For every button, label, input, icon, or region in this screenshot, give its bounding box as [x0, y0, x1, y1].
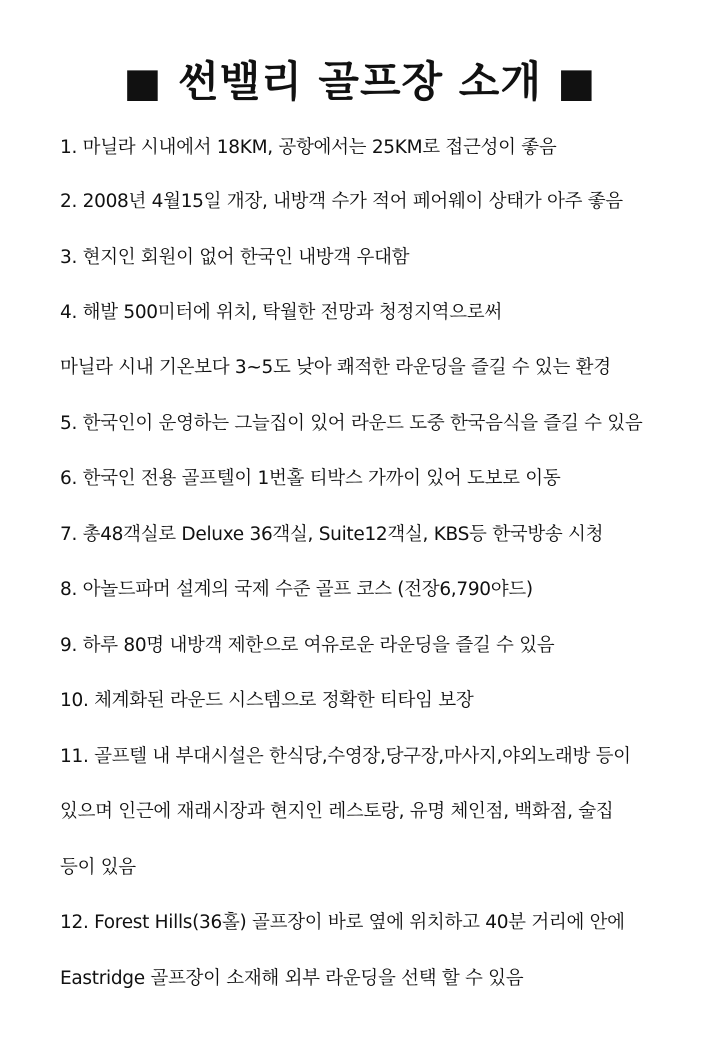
feature-line-12: 12. Forest Hills(36홀) 골프장이 바로 옆에 위치하고 40분 거리에 안에 [60, 912, 625, 933]
page-title-text: 썬밸리 골프장 소개 [178, 57, 542, 106]
feature-line-4: 4. 해발 500미터에 위치, 탁월한 전망과 청정지역으로써 [60, 302, 502, 323]
feature-line-8: 8. 아놀드파머 설계의 국제 수준 골프 코스 (전장6,790야드) [60, 579, 533, 600]
feature-line-1: 1. 마닐라 시내에서 18KM, 공항에서는 25KM로 접근성이 좋음 [60, 137, 557, 158]
title-square-right-icon: ■ [557, 60, 597, 106]
feature-line-3: 3. 현지인 회원이 없어 한국인 내방객 우대함 [60, 247, 410, 268]
feature-line-10: 10. 체계화된 라운드 시스템으로 정확한 티타임 보장 [60, 690, 474, 711]
feature-line-5: 5. 한국인이 운영하는 그늘집이 있어 라운드 도중 한국음식을 즐길 수 있음 [60, 413, 643, 434]
feature-line-4-continued: 마닐라 시내 기온보다 3~5도 낮아 쾌적한 라운딩을 즐길 수 있는 환경 [60, 357, 611, 378]
feature-line-11-end: 등이 있음 [60, 857, 136, 878]
title-square-left-icon: ■ [123, 60, 163, 106]
feature-line-11-continued: 있으며 인근에 재래시장과 현지인 레스토랑, 유명 체인점, 백화점, 술집 [60, 801, 614, 822]
feature-line-12-continued: Eastridge 골프장이 소재해 외부 라운딩을 선택 할 수 있음 [60, 968, 524, 989]
feature-line-9: 9. 하루 80명 내방객 제한으로 여유로운 라운딩을 즐길 수 있음 [60, 635, 555, 656]
page-title [0, 52, 720, 113]
feature-line-2: 2. 2008년 4월15일 개장, 내방객 수가 적어 페어웨이 상태가 아주 좋음 [60, 191, 623, 212]
feature-line-7: 7. 총48객실로 Deluxe 36객실, Suite12객실, KBS등 한국방송 시청 [60, 524, 604, 545]
feature-line-6: 6. 한국인 전용 골프텔이 1번홀 티박스 가까이 있어 도보로 이동 [60, 468, 561, 489]
feature-line-11: 11. 골프텔 내 부대시설은 한식당,수영장,당구장,마사지,야외노래방 등이 [60, 746, 631, 767]
